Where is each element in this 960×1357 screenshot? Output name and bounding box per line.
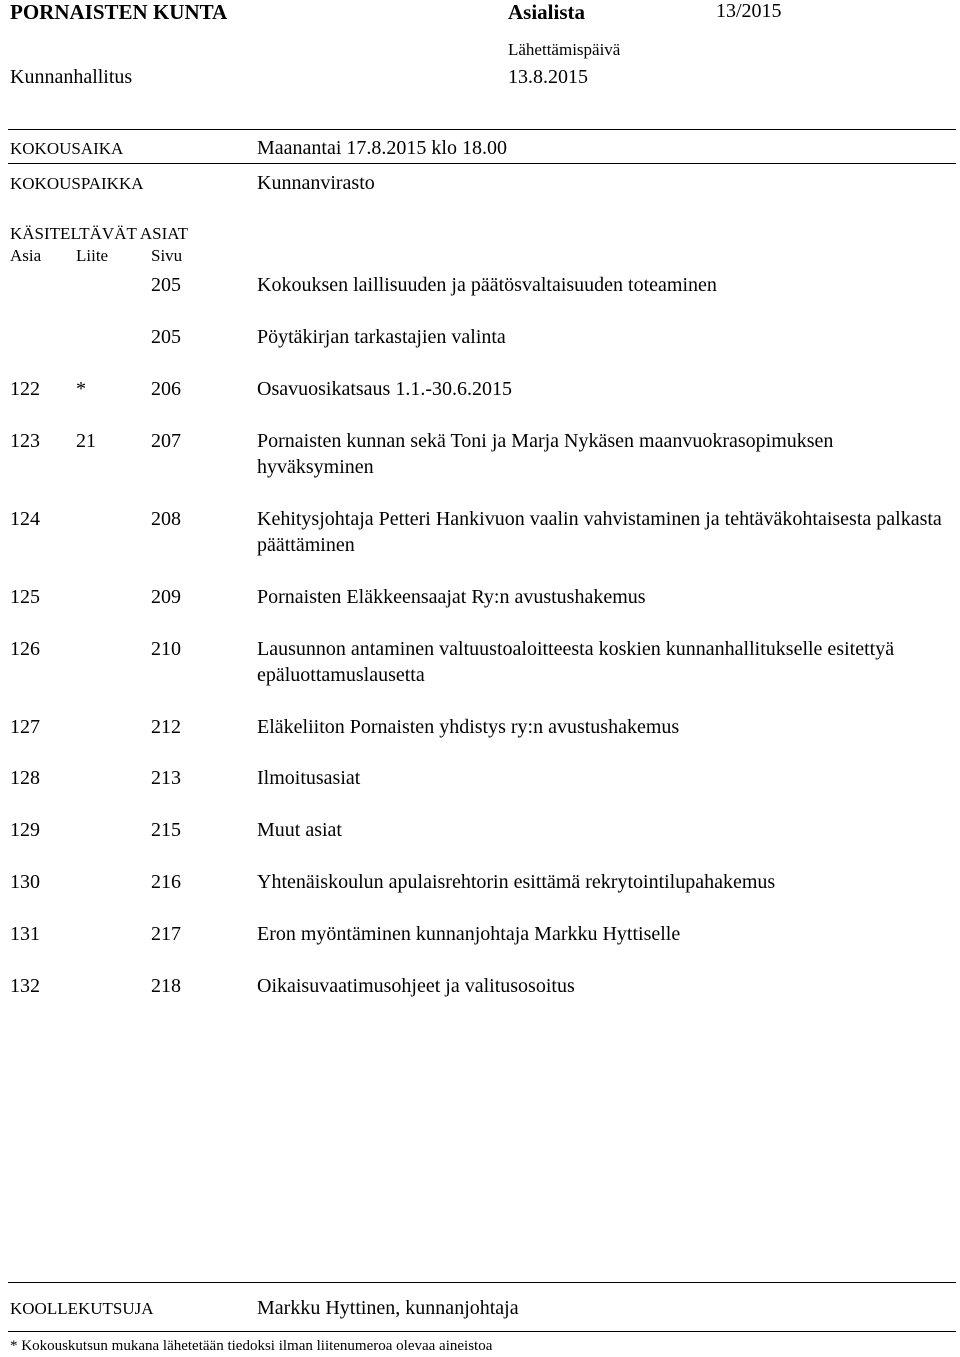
send-date-label: Lähettämispäivä [508,40,621,59]
agenda-item-title: Eron myöntäminen kunnanjohtaja Markku Hyttiselle [257,923,681,945]
meeting-place-value: Kunnanvirasto [257,172,375,194]
agenda-heading: KÄSITELTÄVÄT ASIAT [10,224,189,243]
agenda-item-title: Pornaisten kunnan sekä Toni ja Marja Nykäsen maanvuokrasopimuksen hyväksyminen [257,430,834,478]
meeting-time-label: KOKOUSAIKA [10,139,124,158]
footnote: * Kokouskutsun mukana lähetetään tiedoksi ilman liitenumeroa olevaa aineistoa [10,1338,493,1354]
agenda-item-asia: 126 [10,638,40,660]
footer-divider [8,1282,956,1283]
agenda-item-sivu: 210 [151,638,181,660]
header-divider [8,129,956,130]
agenda-item-title: Yhtenäiskoulun apulaisrehtorin esittämä rekrytointilupahakemus [257,871,776,893]
agenda-item-asia: 125 [10,586,40,608]
agenda-item-asia: 132 [10,975,40,997]
agenda-item-asia: 129 [10,819,40,841]
agenda-item-sivu: 208 [151,508,181,530]
footnote-divider [8,1331,956,1332]
meeting-place-label: KOKOUSPAIKKA [10,174,144,193]
agenda-item-asia: 122 [10,378,40,400]
agenda-item-asia: 131 [10,923,40,945]
agenda-item-sivu: 206 [151,378,181,400]
agenda-item-title: Osavuosikatsaus 1.1.-30.6.2015 [257,378,512,400]
agenda-item-title: Oikaisuvaatimusohjeet ja valitusosoitus [257,975,575,997]
agenda-item-asia: 130 [10,871,40,893]
convener-value: Markku Hyttinen, kunnanjohtaja [257,1297,519,1319]
column-sivu-header: Sivu [151,246,183,265]
agenda-item-asia: 124 [10,508,40,530]
document-type: Asialista [508,0,586,24]
agenda-item-title: Pöytäkirjan tarkastajien valinta [257,326,506,348]
document-number: 13/2015 [716,0,782,22]
agenda-item-title: Ilmoitusasiat [257,767,361,789]
body-name: Kunnanhallitus [10,66,133,88]
agenda-item-asia: 128 [10,767,40,789]
agenda-item-liite: * [76,378,86,400]
meeting-time-divider [8,163,956,164]
agenda-item-asia: 123 [10,430,40,452]
agenda-item-sivu: 205 [151,326,181,348]
agenda-item-sivu: 213 [151,767,181,789]
agenda-item-asia: 127 [10,716,40,738]
agenda-item-title: Pornaisten Eläkkeensaajat Ry:n avustushakemus [257,586,646,608]
agenda-item-sivu: 207 [151,430,181,452]
agenda-item-title: Kehitysjohtaja Petteri Hankivuon vaalin vahvistaminen ja tehtäväkohtaisesta palkasta päättäminen [257,508,942,556]
agenda-item-sivu: 212 [151,716,181,738]
column-liite-header: Liite [76,246,109,265]
agenda-item-sivu: 216 [151,871,181,893]
agenda-item-title: Lausunnon antaminen valtuustoaloitteesta koskien kunnanhallitukselle esitettyä epäluottamuslausetta [257,638,895,686]
agenda-item-title: Muut asiat [257,819,342,841]
column-asia-header: Asia [10,246,42,265]
agenda-item-title: Eläkeliiton Pornaisten yhdistys ry:n avustushakemus [257,716,680,738]
agenda-item-title: Kokouksen laillisuuden ja päätösvaltaisuuden toteaminen [257,274,717,296]
agenda-item-sivu: 205 [151,274,181,296]
agenda-item-sivu: 215 [151,819,181,841]
agenda-item-sivu: 218 [151,975,181,997]
agenda-item-liite: 21 [76,430,96,452]
agenda-item-sivu: 209 [151,586,181,608]
agenda-item-sivu: 217 [151,923,181,945]
municipality-name: PORNAISTEN KUNTA [10,0,228,24]
meeting-time-value: Maanantai 17.8.2015 klo 18.00 [257,137,507,159]
send-date: 13.8.2015 [508,66,588,88]
convener-label: KOOLLEKUTSUJA [10,1299,154,1318]
